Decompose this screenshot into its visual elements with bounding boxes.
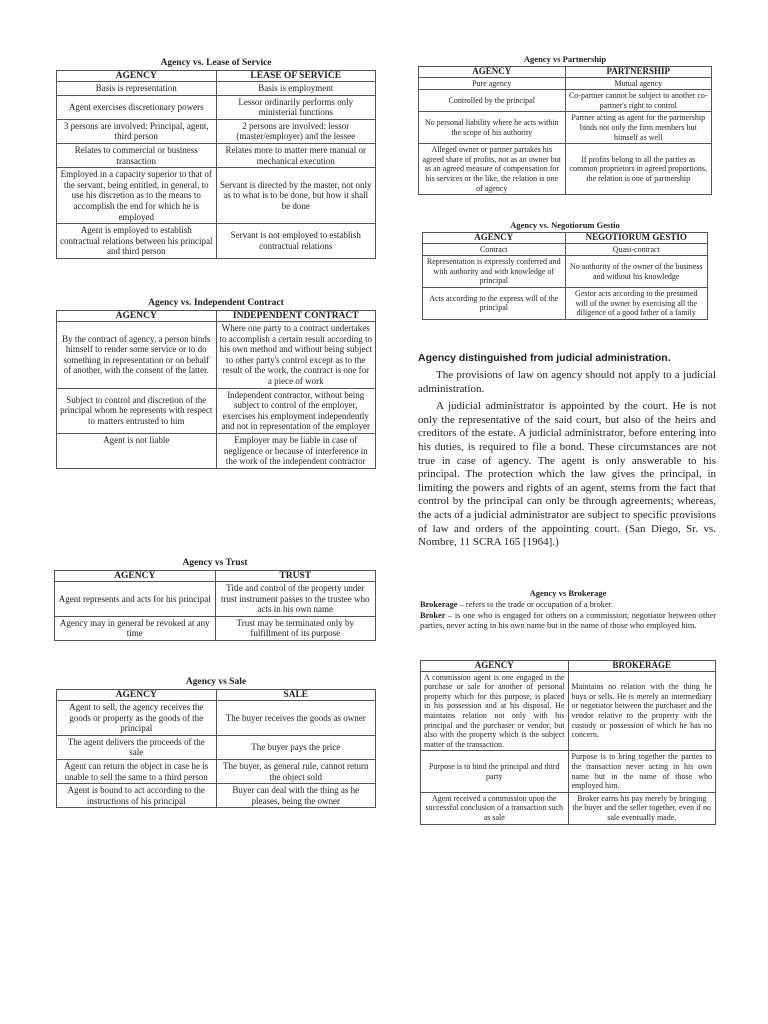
table-cell: By the contract of agency, a person binds himself to render some service or to do something in representation or on behalf of another, with the consent of the latter. xyxy=(57,322,217,389)
judicial-section xyxy=(418,352,716,550)
partnership-section xyxy=(418,54,712,195)
table-cell: Agent is not liable xyxy=(57,433,217,468)
table-cell: Broker earns his pay merely by bringing the buyer and the seller together, even if no sale eventually made. xyxy=(568,792,716,824)
table-row xyxy=(57,224,376,259)
table-row xyxy=(57,82,376,96)
col-header-partnership: PARTNERSHIP xyxy=(565,67,712,78)
sale-table xyxy=(56,689,376,808)
col-header-agency: AGENCY xyxy=(57,690,217,701)
table-cell: Servant is not employed to establish contractual relations xyxy=(216,224,376,259)
table-header-row xyxy=(423,233,708,244)
table-cell: Acts according to the express will of the principal xyxy=(423,287,566,319)
table-cell: The buyer pays the price xyxy=(216,735,376,759)
table-cell: Lessor ordinarily performs only ministerial functions xyxy=(216,95,376,119)
table-row xyxy=(419,144,712,195)
table-row xyxy=(423,287,708,319)
col-header-sale: SALE xyxy=(216,690,376,701)
table-row xyxy=(57,322,376,389)
table-cell: No personal liability where he acts within the scope of his authority xyxy=(419,112,566,144)
judicial-paragraph-1: The provisions of law on agency should not apply to a judicial administration. xyxy=(418,369,716,395)
table-row xyxy=(419,77,712,90)
table-cell: Buyer can deal with the thing as he pleases, being the owner xyxy=(216,784,376,808)
table-cell: Agent can return the object in case he is unable to sell the same to a third person xyxy=(57,759,217,783)
col-header-agency: AGENCY xyxy=(57,71,217,82)
table-cell: Quasi-contract xyxy=(565,243,708,256)
table-cell: Agent is bound to act according to the instructions of his principal xyxy=(57,784,217,808)
table-row xyxy=(419,90,712,112)
table-cell: Title and control of the property under trust instrument passes to the trustee who acts in his own name xyxy=(215,582,376,617)
table-row xyxy=(57,119,376,143)
table-cell: Basis is representation xyxy=(57,82,217,96)
table-header-row xyxy=(57,690,376,701)
negotiorum-table xyxy=(422,232,708,320)
table-row xyxy=(419,112,712,144)
col-header-agency: AGENCY xyxy=(423,233,566,244)
table-cell: The agent delivers the proceeds of the sale xyxy=(57,735,217,759)
trust-title: Agency vs Trust xyxy=(182,558,248,568)
partnership-table xyxy=(418,66,712,195)
table-cell: Basis is employment xyxy=(216,82,376,96)
table-cell: Trust may be terminated only by fulfillment of its purpose xyxy=(215,616,376,640)
table-cell: Servant is directed by the master, not only as to what is to be done, but how it shall be done xyxy=(216,168,376,224)
col-header-lease: LEASE OF SERVICE xyxy=(216,71,376,82)
sale-title: Agency vs Sale xyxy=(185,677,247,687)
brokerage-table-block xyxy=(420,660,716,825)
broker-definition xyxy=(420,611,716,632)
table-cell: Purpose is to bind the principal and third party xyxy=(421,751,569,792)
independent-table xyxy=(56,310,376,469)
table-cell: Employed in a capacity superior to that of the servant, being entitled, in general, to use his discretion as to the means to accomplish the end for which he is employed xyxy=(57,168,217,224)
table-cell: Where one party to a contract undertakes to accomplish a certain result according to his own method and without being subject to other party's control except as to the result of the work, the contract is one for a piece of work xyxy=(216,322,376,389)
table-cell: Agent represents and acts for his principal xyxy=(55,582,216,617)
table-cell: Relates more to matter mere manual or mechanical execution xyxy=(216,143,376,167)
table-row xyxy=(421,671,716,751)
negotiorum-title: Agency vs. Negotiorum Gestio xyxy=(510,220,620,230)
table-cell: The buyer receives the goods as owner xyxy=(216,701,376,736)
table-cell: Employer may be liable in case of negligence or because of interference in the work of the independent contractor xyxy=(216,433,376,468)
lease-section xyxy=(56,57,376,259)
col-header-agency: AGENCY xyxy=(57,311,217,322)
table-row xyxy=(57,784,376,808)
brokerage-table xyxy=(420,660,716,825)
table-cell: Agent to sell, the agency receives the goods or property as the goods of the principal xyxy=(57,701,217,736)
table-cell: A commission agent is one engaged in the purchase or sale for another of personal property which for this purpose, is placed in his possession and at his disposal. He maintains relation not only with his principal and the purchaser or vendor, but also with the property which is the subject matter of the transaction. xyxy=(421,671,569,751)
trust-table xyxy=(54,570,376,641)
sale-section xyxy=(56,676,376,808)
table-row xyxy=(421,792,716,824)
table-cell: No authority of the owner of the business and without his knowledge xyxy=(565,256,708,288)
table-row xyxy=(57,759,376,783)
col-header-agency: AGENCY xyxy=(421,661,569,672)
table-row xyxy=(55,616,376,640)
table-row xyxy=(57,433,376,468)
table-cell: Subject to control and discretion of the principal whom he represents with respect to matters entrusted to him xyxy=(57,388,217,433)
table-row xyxy=(55,582,376,617)
partnership-title: Agency vs Partnership xyxy=(523,54,607,64)
table-cell: Representation is expressly conferred and with authority and with knowledge of principal xyxy=(423,256,566,288)
lease-table xyxy=(56,70,376,259)
table-cell: Agent exercises discretionary powers xyxy=(57,95,217,119)
table-cell: 3 persons are involved: Principal, agent, third person xyxy=(57,119,217,143)
col-header-agency: AGENCY xyxy=(55,571,216,582)
brokerage-term: Brokerage xyxy=(420,600,458,609)
table-cell: Agency may in general be revoked at any time xyxy=(55,616,216,640)
table-row xyxy=(421,751,716,792)
broker-term: Broker xyxy=(420,610,446,620)
brokerage-title: Agency vs Brokerage xyxy=(529,588,607,598)
brokerage-definition xyxy=(420,600,716,611)
col-header-negotiorum: NEGOTIORUM GESTIO xyxy=(565,233,708,244)
table-cell: Purpose is to bring together the parties to the transaction never acting in his own name but in the name of those who employed him. xyxy=(568,751,716,792)
table-header-row xyxy=(57,311,376,322)
table-row xyxy=(57,168,376,224)
table-cell: Mutual agency xyxy=(565,77,712,90)
lease-title: Agency vs. Lease of Service xyxy=(160,58,272,68)
col-header-brokerage: BROKERAGE xyxy=(568,661,716,672)
trust-section xyxy=(54,557,376,641)
table-row xyxy=(57,388,376,433)
table-cell: Relates to commercial or business transaction xyxy=(57,143,217,167)
judicial-heading xyxy=(418,352,716,365)
table-cell: The buyer, as general rule, cannot return the object sold xyxy=(216,759,376,783)
table-cell: Maintains no relation with the thing he buys or sells. He is merely an intermediary or negotiator between the purchaser and the vendor relative to the property with the custody or possession of which he has no concern. xyxy=(568,671,716,751)
table-cell: Alleged owner or partner partakes his agreed share of profits, not as an owner but as an agreed measure of compensation for his services or the like, the relation is one of agency xyxy=(419,144,566,195)
brokerage-section xyxy=(420,588,716,632)
table-cell: Co-partner cannot be subject to another co-partner's right to control xyxy=(565,90,712,112)
judicial-paragraph-2: A judicial administrator is appointed by the court. He is not only the representative of the said court, but also of the heirs and creditors of the estate. A judicial administrator, before entering into his duties, is required to file a bond. These circumstances are not true in case of agency. The agent is only answerable to his principal. The protection which the law gives the principal, in limiting the powers and rights of an agent, stems from the fact that control by the principal can only be through agreements; whereas, the acts of a judicial administrator are subject to specific provisions of law and orders of the appointing court. (San Diego, Sr. vs. Nombre, 11 SCRA 165 [1964].) xyxy=(418,400,716,549)
table-cell: Partner acting as agent for the partnership binds not only the firm members but himself as well xyxy=(565,112,712,144)
table-cell: Agent is employed to establish contractual relations between his principal and third person xyxy=(57,224,217,259)
table-header-row xyxy=(55,571,376,582)
table-row xyxy=(57,143,376,167)
table-header-row xyxy=(421,661,716,672)
col-header-trust: TRUST xyxy=(215,571,376,582)
table-cell: Contract xyxy=(423,243,566,256)
table-cell: 2 persons are involved: lessor (master/employer) and the lessee xyxy=(216,119,376,143)
table-cell: Independent contractor, without being subject to control of the employer, exercises his employment independently and not in representation of the employer xyxy=(216,388,376,433)
col-header-agency: AGENCY xyxy=(419,67,566,78)
negotiorum-section xyxy=(422,220,708,320)
brokerage-definitions xyxy=(420,600,716,632)
table-header-row xyxy=(57,71,376,82)
independent-section xyxy=(56,297,376,469)
table-cell: If profits belong to all the parties as common proprietors in agreed proportions, the relation is one of partnership xyxy=(565,144,712,195)
table-header-row xyxy=(419,67,712,78)
table-cell: Gestor acts according to the presumed will of the owner by exercising all the diligence of a good father of a family xyxy=(565,287,708,319)
broker-definition-text: – is one who is engaged for others on a commission; negotiator between other parties, never acting in his own name but in the name of those who employed him. xyxy=(420,610,716,631)
table-cell: Pure agency xyxy=(419,77,566,90)
table-row xyxy=(423,243,708,256)
table-row xyxy=(57,735,376,759)
brokerage-definition-text: – refers to the trade or occupation of a broker. xyxy=(457,600,614,609)
independent-title: Agency vs. Independent Contract xyxy=(148,298,284,308)
col-header-independent: INDEPENDENT CONTRACT xyxy=(216,311,376,322)
table-row xyxy=(57,95,376,119)
table-row xyxy=(423,256,708,288)
table-cell: Agent received a commission upon the successful conclusion of a transaction such as sale xyxy=(421,792,569,824)
table-cell: Controlled by the principal xyxy=(419,90,566,112)
judicial-heading-text: Agency distinguished from judicial administration. xyxy=(418,352,671,364)
table-row xyxy=(57,701,376,736)
